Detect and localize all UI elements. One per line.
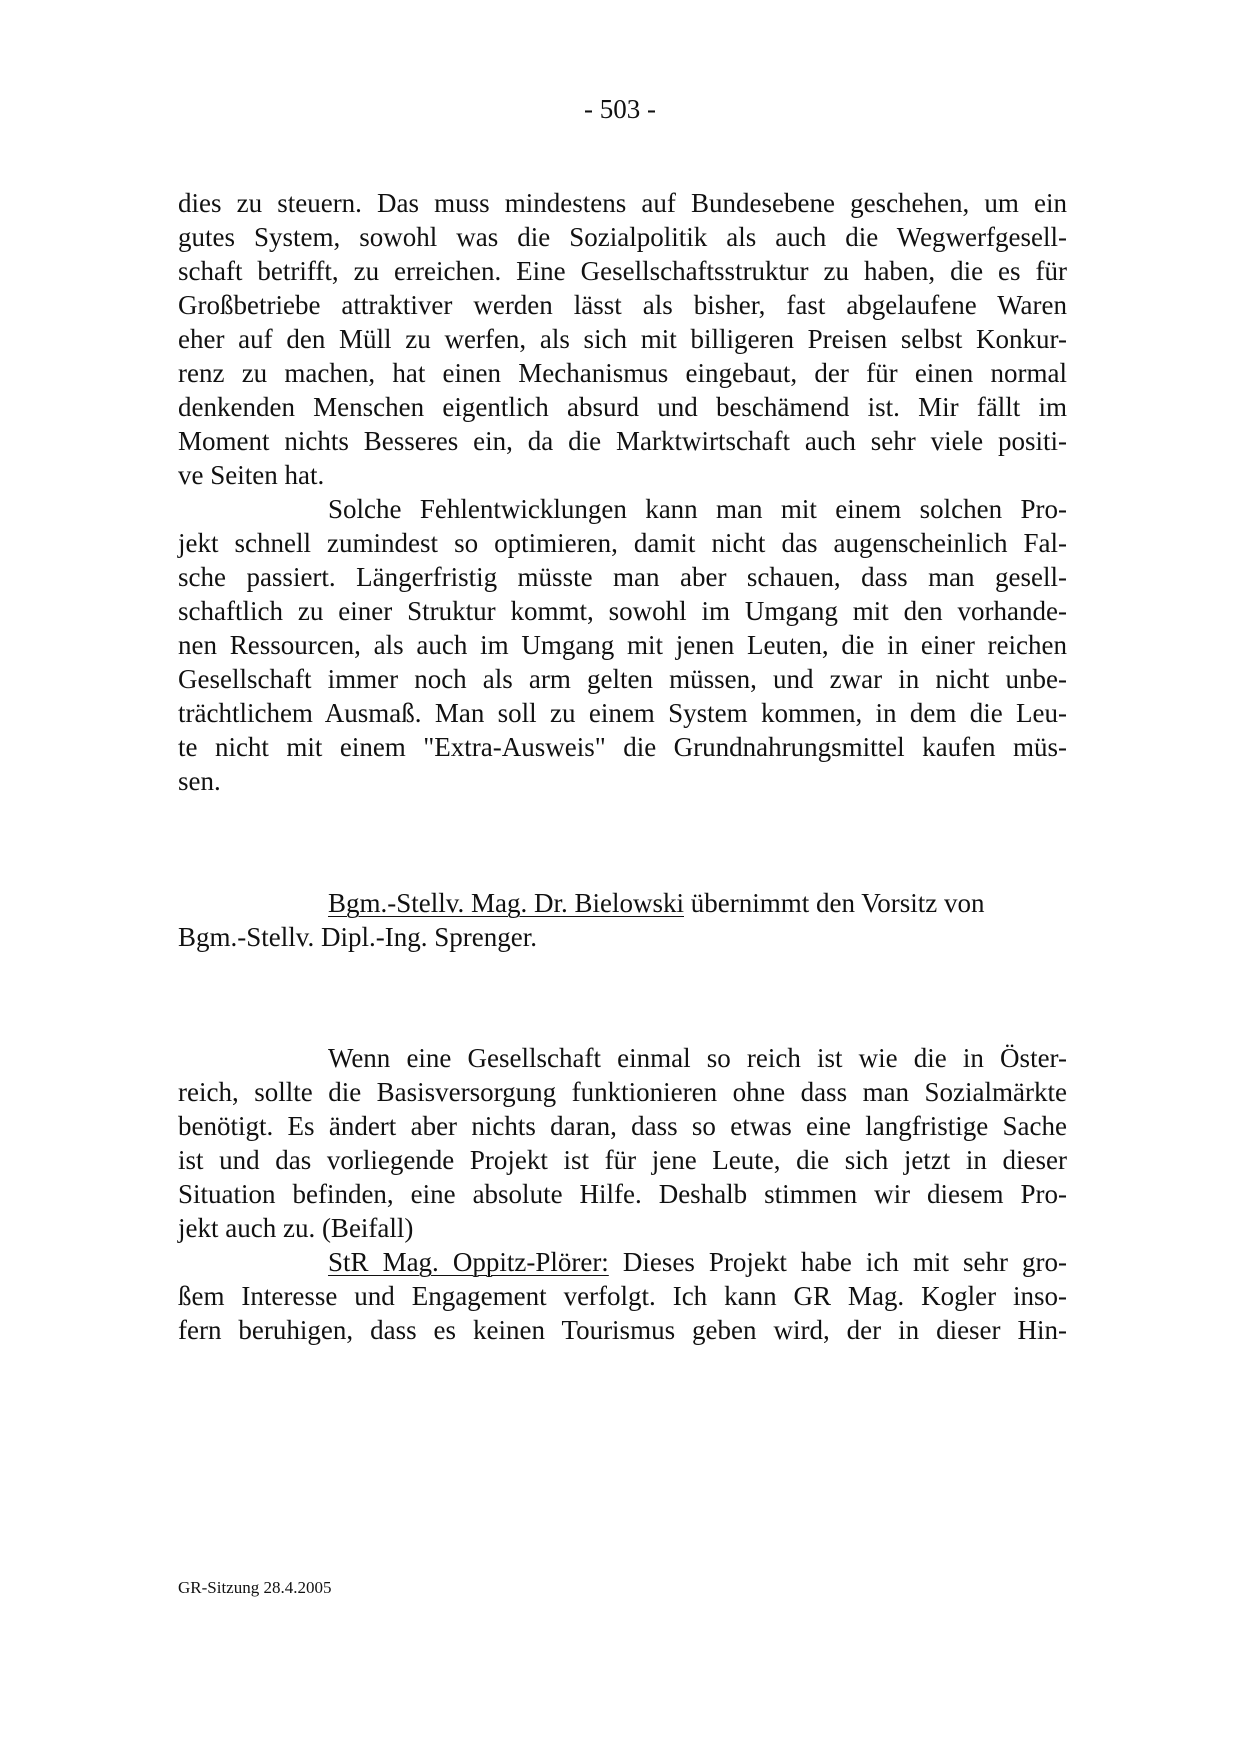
paragraph-line: te nicht mit einem "Extra-Ausweis" die Grundnahrungsmittel kaufen müs- <box>178 732 1067 762</box>
paragraph-line: ist und das vorliegende Projekt ist für jene Leute, die sich jetzt in dieser <box>178 1145 1067 1175</box>
paragraph-line: schaft betrifft, zu erreichen. Eine Gesellschaftsstruktur zu haben, die es für <box>178 256 1067 286</box>
paragraph-line: Großbetriebe attraktiver werden lässt als bisher, fast abgelaufene Waren <box>178 290 1067 320</box>
paragraph-line: nen Ressourcen, als auch im Umgang mit jenen Leuten, die in einer reichen <box>178 630 1067 660</box>
chair-change-note <box>328 886 1108 920</box>
paragraph-line: schaftlich zu einer Struktur kommt, sowohl im Umgang mit den vorhande- <box>178 596 1067 626</box>
paragraph-line: Situation befinden, eine absolute Hilfe. Deshalb stimmen wir diesem Pro- <box>178 1179 1067 1209</box>
page-number: - 503 - <box>584 94 656 124</box>
statement-text: Dieses Projekt habe ich mit sehr gro- <box>608 1247 1067 1277</box>
paragraph-line: eher auf den Müll zu werfen, als sich mit billigeren Preisen selbst Konkur- <box>178 324 1067 354</box>
paragraph-line: benötigt. Es ändert aber nichts daran, dass so etwas eine langfristige Sache <box>178 1111 1067 1141</box>
paragraph-line: dies zu steuern. Das muss mindestens auf Bundesebene geschehen, um ein <box>178 188 1067 218</box>
statement-first-line <box>328 1245 1067 1279</box>
paragraph-line: Gesellschaft immer noch als arm gelten müssen, und zwar in nicht unbe- <box>178 664 1067 694</box>
paragraph-line: sche passiert. Längerfristig müsste man aber schauen, dass man gesell- <box>178 562 1067 592</box>
speaker-name: Bgm.-Stellv. Mag. Dr. Bielowski <box>328 888 684 918</box>
paragraph-line: renz zu machen, hat einen Mechanismus eingebaut, der für einen normal <box>178 358 1067 388</box>
paragraph-line: ve Seiten hat. <box>178 460 325 490</box>
paragraph-line: ßem Interesse und Engagement verfolgt. Ich kann GR Mag. Kogler inso- <box>178 1281 1067 1311</box>
paragraph-line: reich, sollte die Basisversorgung funktionieren ohne dass man Sozialmärkte <box>178 1077 1067 1107</box>
paragraph-line: Wenn eine Gesellschaft einmal so reich ist wie die in Öster- <box>328 1043 1067 1073</box>
speaker-name: StR Mag. Oppitz-Plörer: <box>328 1247 609 1277</box>
paragraph-line: fern beruhigen, dass es keinen Tourismus geben wird, der in dieser Hin- <box>178 1315 1067 1345</box>
chair-change-line: Bgm.-Stellv. Dipl.-Ing. Sprenger. <box>178 922 537 952</box>
paragraph-line: trächtlichem Ausmaß. Man soll zu einem System kommen, in dem die Leu- <box>178 698 1067 728</box>
paragraph-line: jekt schnell zumindest so optimieren, damit nicht das augenscheinlich Fal- <box>178 528 1067 558</box>
chair-change-text: übernimmt den Vorsitz von <box>684 888 985 918</box>
paragraph-line: Moment nichts Besseres ein, da die Marktwirtschaft auch sehr viele positi- <box>178 426 1067 456</box>
paragraph-line: Solche Fehlentwicklungen kann man mit einem solchen Pro- <box>328 494 1067 524</box>
paragraph-line: denkenden Menschen eigentlich absurd und beschämend ist. Mir fällt im <box>178 392 1067 422</box>
paragraph-line: jekt auch zu. (Beifall) <box>178 1213 414 1243</box>
paragraph-line: sen. <box>178 766 221 796</box>
page-footer: GR-Sitzung 28.4.2005 <box>178 1578 332 1597</box>
paragraph-line: gutes System, sowohl was die Sozialpolitik als auch die Wegwerfgesell- <box>178 222 1067 252</box>
